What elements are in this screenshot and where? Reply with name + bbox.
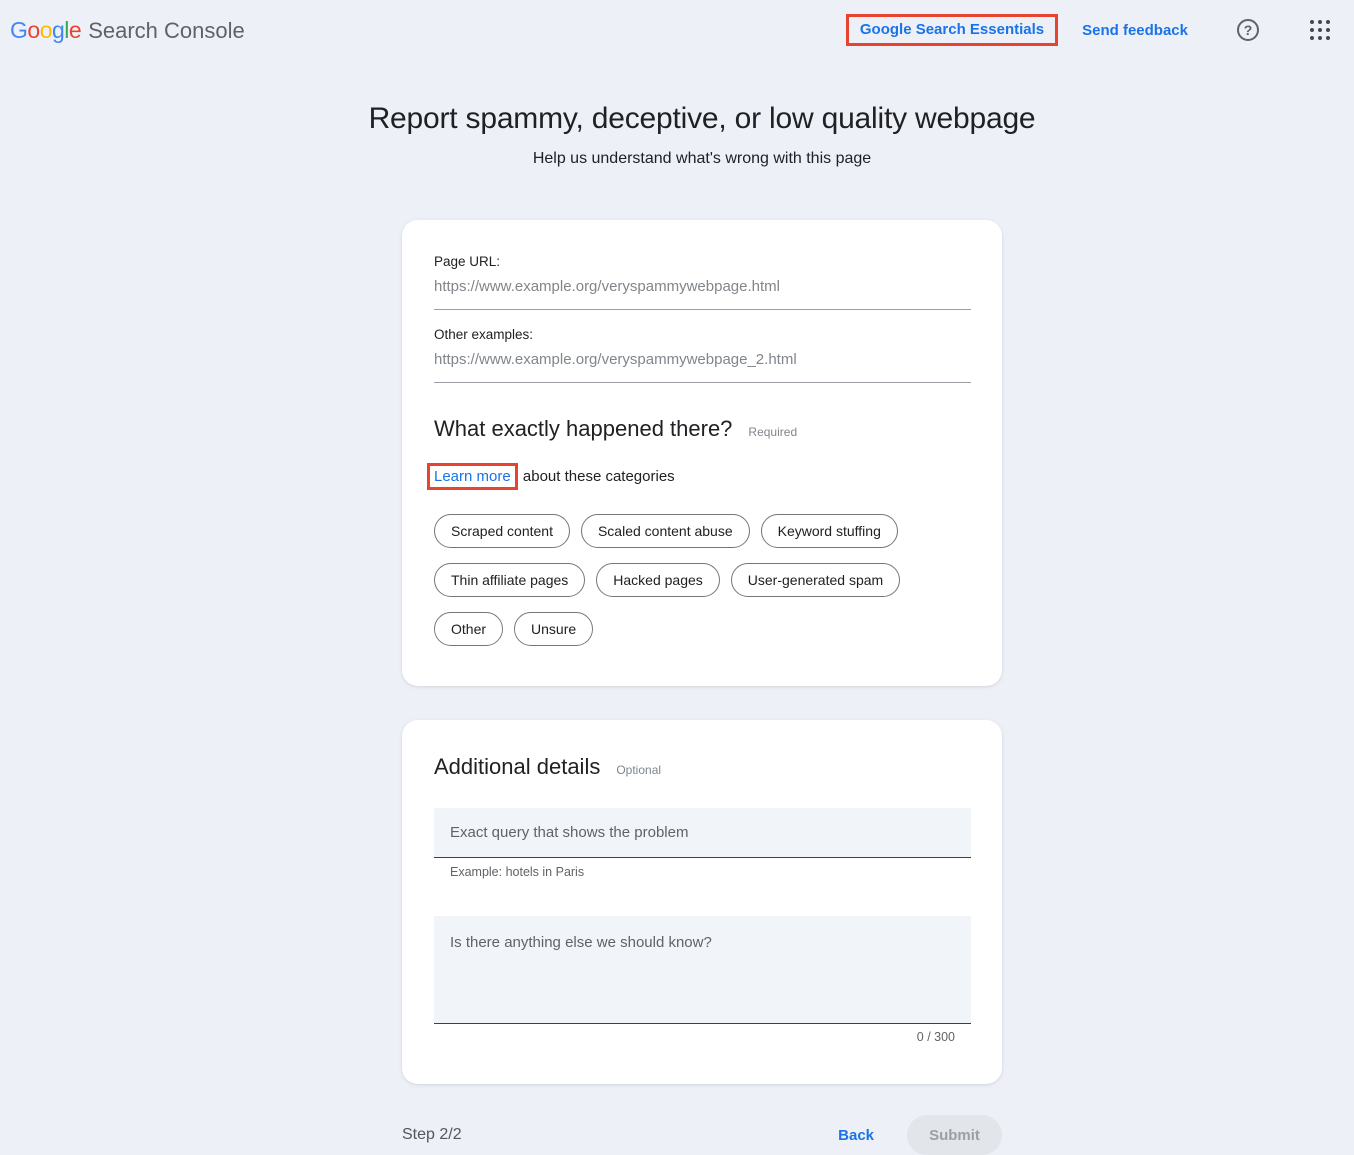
other-examples-field	[434, 327, 971, 383]
additional-details-heading: Additional details	[434, 754, 601, 779]
logo-letter: o	[39, 16, 52, 43]
required-label: Required	[748, 425, 798, 439]
notes-textarea[interactable]	[434, 916, 971, 1024]
other-examples-label: Other examples:	[434, 327, 534, 342]
essentials-link-annotation	[846, 14, 1058, 46]
category-chip[interactable]: Keyword stuffing	[761, 514, 898, 548]
category-chip[interactable]: Thin affiliate pages	[434, 563, 585, 597]
send-feedback-link[interactable]: Send feedback	[1082, 21, 1188, 39]
apps-grid-icon	[1310, 20, 1330, 40]
category-chip[interactable]: Scaled content abuse	[581, 514, 750, 548]
logo-letter: l	[64, 16, 69, 43]
page-url-label: Page URL:	[434, 254, 501, 269]
page-title: Report spammy, deceptive, or low quality webpage	[368, 102, 1036, 135]
hero	[252, 102, 1152, 168]
product-name: Search Console	[88, 17, 245, 43]
details-heading-row	[434, 754, 971, 780]
category-chip[interactable]: User-generated spam	[731, 563, 900, 597]
category-chip[interactable]: Other	[434, 612, 503, 646]
header-actions	[846, 10, 1342, 50]
report-card	[402, 220, 1002, 686]
question-heading: What exactly happened there?	[434, 416, 733, 441]
additional-details-card	[402, 720, 1002, 1084]
category-chip[interactable]: Unsure	[514, 612, 593, 646]
char-counter: 0 / 300	[916, 1030, 955, 1044]
wizard-footer	[402, 1115, 1002, 1155]
logo-letter: G	[10, 16, 28, 43]
query-example-hint: Example: hotels in Paris	[450, 865, 585, 879]
query-input[interactable]	[434, 808, 971, 858]
learn-more-suffix: about these categories	[522, 468, 675, 485]
learn-more-line	[434, 463, 971, 490]
app-header	[0, 0, 1354, 60]
category-chip[interactable]: Hacked pages	[596, 563, 720, 597]
category-chips	[434, 514, 971, 646]
page-url-input[interactable]	[434, 269, 971, 310]
google-apps-button[interactable]	[1300, 10, 1340, 50]
page-url-field	[434, 254, 971, 310]
logo-letter: o	[27, 16, 40, 43]
step-indicator: Step 2/2	[402, 1126, 462, 1143]
help-button[interactable]	[1228, 10, 1268, 50]
google-search-essentials-link[interactable]: Google Search Essentials	[859, 21, 1045, 38]
footer-actions	[838, 1115, 1002, 1155]
logo-letter: e	[68, 16, 82, 43]
optional-label: Optional	[616, 763, 662, 777]
google-wordmark	[10, 17, 81, 44]
app-logo[interactable]	[10, 17, 245, 44]
question-heading-row	[434, 416, 971, 442]
learn-more-link[interactable]: Learn more	[427, 463, 518, 490]
category-chip[interactable]: Scraped content	[434, 514, 570, 548]
page-subtitle: Help us understand what's wrong with this page	[532, 150, 872, 167]
logo-letter: g	[51, 16, 65, 43]
submit-button[interactable]: Submit	[907, 1115, 1002, 1155]
back-button[interactable]: Back	[838, 1126, 874, 1144]
main-content	[368, 102, 1036, 1155]
other-examples-input[interactable]	[434, 342, 971, 383]
question-mark-circle-icon: ?	[1237, 19, 1259, 41]
